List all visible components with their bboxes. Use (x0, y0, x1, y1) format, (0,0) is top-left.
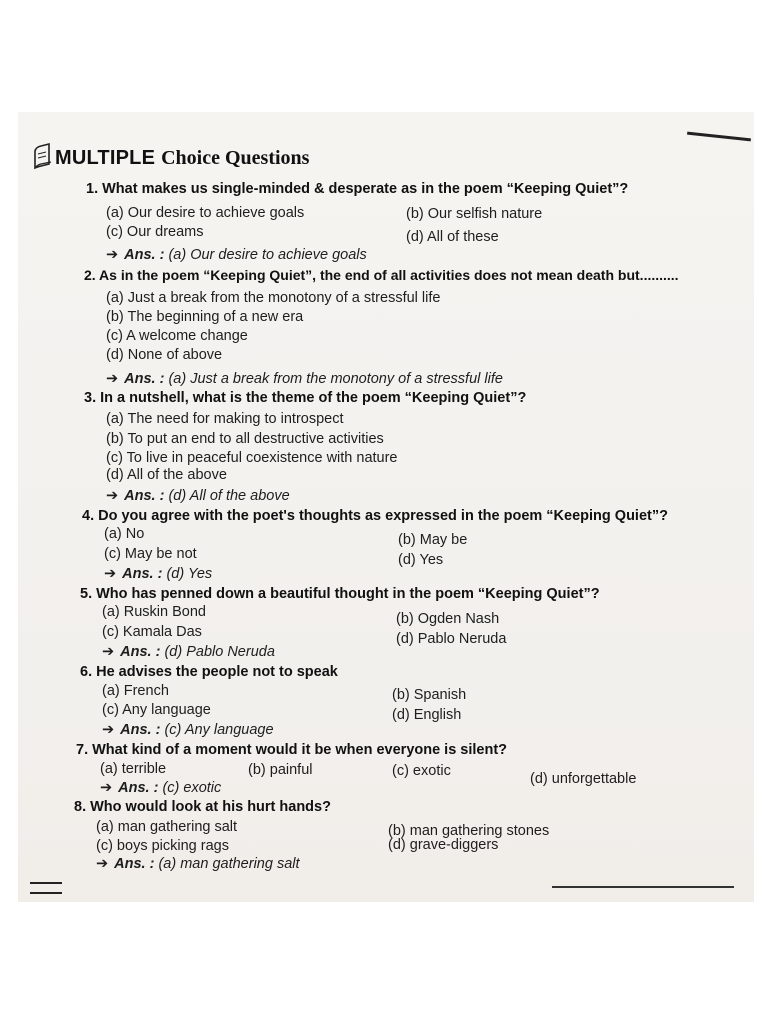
answer-value: (d) Pablo Neruda (164, 644, 275, 660)
arrow-icon: ➔ (106, 247, 119, 263)
section-heading (33, 134, 309, 170)
q2-option-a: (a) Just a break from the monotony of a stressful life (106, 290, 441, 306)
q6-answer (102, 721, 274, 739)
q4-option-b: (b) May be (398, 532, 468, 548)
question-2: 2. As in the poem “Keeping Quiet”, the end of all activities does not mean death but.......... (84, 267, 679, 283)
q7-answer (100, 779, 221, 797)
q6-option-d: (d) English (392, 707, 462, 723)
q3-option-d: (d) All of the above (106, 467, 227, 483)
q8-option-a: (a) man gathering salt (96, 819, 238, 835)
arrow-icon: ➔ (100, 780, 113, 796)
answer-value: (a) Our desire to achieve goals (168, 247, 367, 263)
q6-option-b: (b) Spanish (392, 687, 467, 703)
q6-option-a: (a) French (102, 683, 169, 699)
answer-label: Ans. : (122, 566, 163, 582)
answer-label: Ans. : (118, 780, 159, 796)
q1-answer (106, 246, 367, 264)
q1-option-d: (d) All of these (406, 229, 499, 245)
q8-option-d: (d) grave-diggers (388, 837, 499, 853)
answer-label: Ans. : (114, 856, 155, 872)
q7-option-c: (c) exotic (392, 763, 451, 779)
q3-option-a: (a) The need for making to introspect (106, 411, 344, 427)
q5-option-b: (b) Ogden Nash (396, 611, 500, 627)
answer-value: (d) Yes (166, 566, 213, 582)
q4-option-d: (d) Yes (398, 552, 444, 568)
arrow-icon: ➔ (106, 488, 119, 504)
q5-option-a: (a) Ruskin Bond (102, 604, 206, 620)
question-7: 7. What kind of a moment would it be when everyone is silent? (76, 742, 508, 758)
q3-answer (106, 487, 290, 505)
heading-multiple: MULTIPLE (55, 147, 156, 169)
q6-option-c: (c) Any language (102, 702, 211, 718)
answer-value: (c) exotic (162, 780, 222, 796)
q7-option-b: (b) painful (248, 762, 313, 778)
book-icon (33, 142, 53, 170)
answer-label: Ans. : (124, 371, 165, 387)
arrow-icon: ➔ (96, 856, 109, 872)
answer-value: (d) All of the above (168, 488, 290, 504)
q1-option-a: (a) Our desire to achieve goals (106, 205, 305, 221)
q8-answer (96, 855, 300, 873)
heading-choice-questions: Choice Questions (161, 147, 310, 169)
answer-label: Ans. : (120, 722, 161, 738)
q4-option-a: (a) No (104, 526, 145, 542)
question-4: 4. Do you agree with the poet's thoughts as expressed in the poem “Keeping Quiet”? (82, 508, 668, 524)
answer-value: (a) man gathering salt (158, 856, 300, 872)
q2-option-b: (b) The beginning of a new era (106, 309, 304, 325)
q5-option-c: (c) Kamala Das (102, 624, 202, 640)
question-5: 5. Who has penned down a beautiful thought in the poem “Keeping Quiet”? (80, 586, 600, 602)
q5-answer (102, 643, 275, 661)
q1-option-c: (c) Our dreams (106, 224, 204, 240)
q4-answer (104, 565, 212, 583)
q8-option-c: (c) boys picking rags (96, 838, 229, 854)
q8-option-b: (b) man gathering stones (388, 823, 550, 839)
arrow-icon: ➔ (102, 722, 115, 738)
q7-option-a: (a) terrible (100, 761, 167, 777)
answer-label: Ans. : (120, 644, 161, 660)
question-1: 1. What makes us single-minded & desperate as in the poem “Keeping Quiet”? (86, 181, 629, 197)
q4-option-c: (c) May be not (104, 546, 197, 562)
footer-rule (552, 886, 734, 888)
answer-label: Ans. : (124, 488, 165, 504)
q2-option-c: (c) A welcome change (106, 328, 248, 344)
answer-value: (a) Just a break from the monotony of a stressful life (168, 371, 503, 387)
q3-option-c: (c) To live in peaceful coexistence with nature (106, 450, 398, 466)
answer-value: (c) Any language (164, 722, 274, 738)
question-8: 8. Who would look at his hurt hands? (74, 799, 331, 815)
question-3: 3. In a nutshell, what is the theme of the poem “Keeping Quiet”? (84, 390, 527, 406)
arrow-icon: ➔ (104, 566, 117, 582)
q7-option-d: (d) unforgettable (530, 771, 637, 787)
footer-mark (30, 882, 62, 894)
arrow-icon: ➔ (102, 644, 115, 660)
question-6: 6. He advises the people not to speak (80, 664, 338, 680)
arrow-icon: ➔ (106, 371, 119, 387)
q2-option-d: (d) None of above (106, 347, 223, 363)
q5-option-d: (d) Pablo Neruda (396, 631, 507, 647)
answer-label: Ans. : (124, 247, 165, 263)
q2-answer (106, 370, 503, 388)
q3-option-b: (b) To put an end to all destructive activities (106, 431, 384, 447)
q1-option-b: (b) Our selfish nature (406, 206, 543, 222)
